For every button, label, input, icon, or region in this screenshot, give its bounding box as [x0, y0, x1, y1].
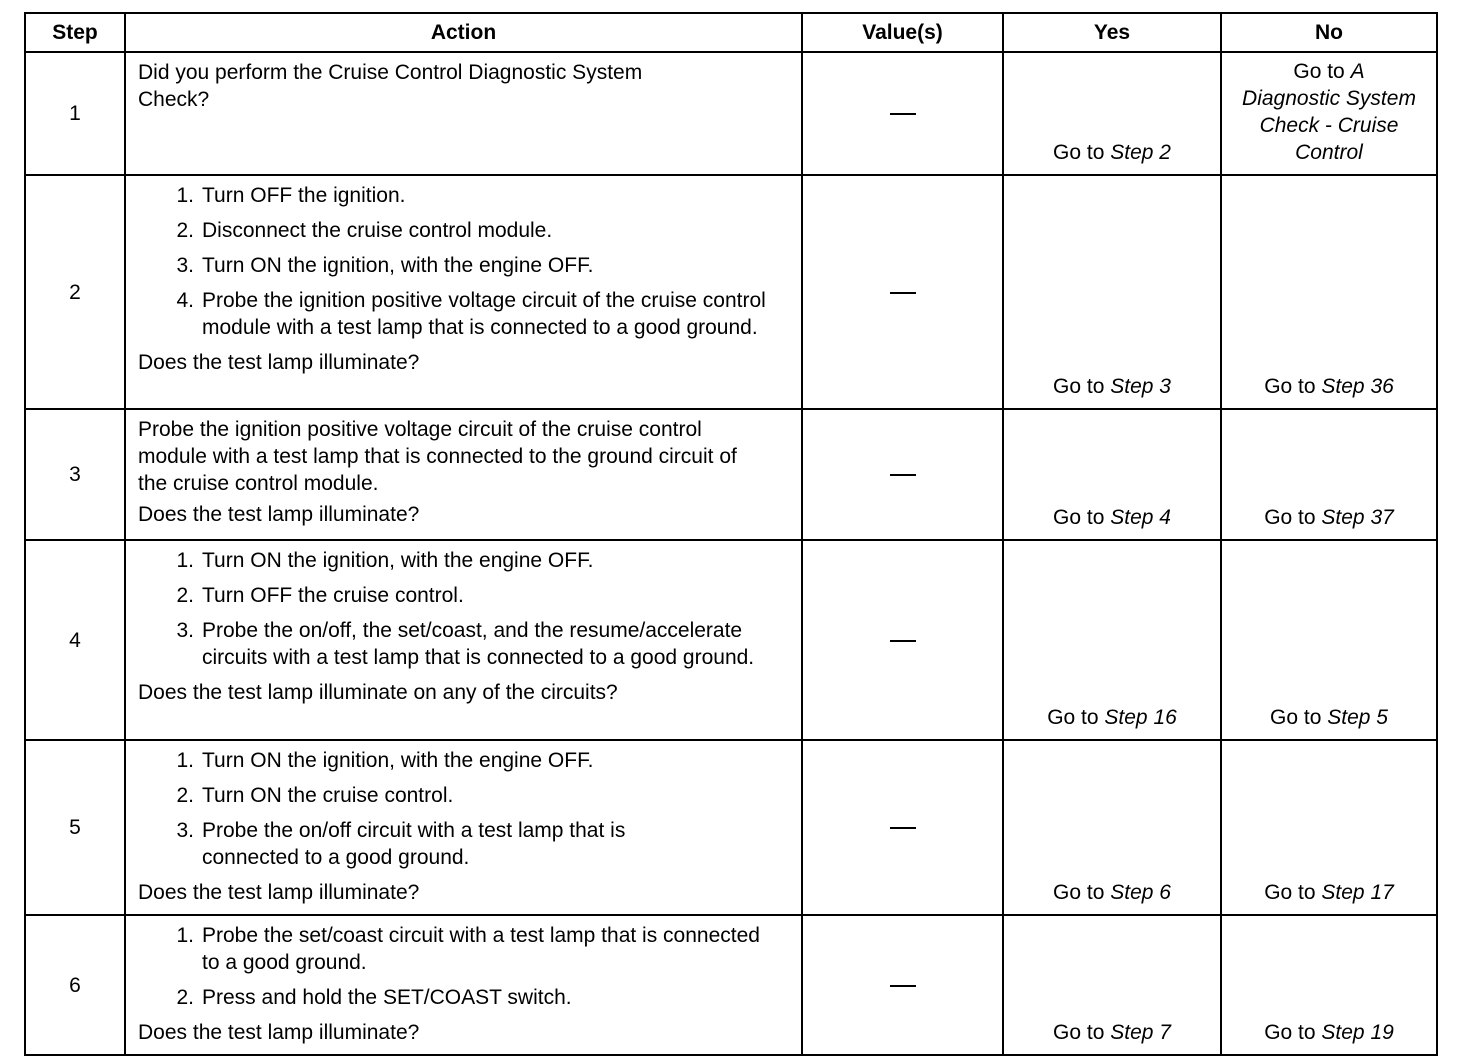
list-item: 2. Press and hold the SET/COAST switch.	[176, 986, 572, 1009]
no-step-link[interactable]: Step 19	[1321, 1021, 1394, 1044]
no-cell	[1221, 52, 1437, 175]
value-cell	[802, 740, 1003, 915]
dash-mark	[890, 640, 916, 642]
yes-cell	[1003, 540, 1221, 740]
yes-cell	[1003, 740, 1221, 915]
yes-step-link[interactable]: Step 4	[1110, 506, 1171, 529]
yes-step-link[interactable]: Step 6	[1110, 881, 1171, 904]
step-number: 2	[25, 175, 125, 409]
yes-prefix: Go to	[1053, 375, 1105, 398]
step-number: 5	[25, 740, 125, 915]
list-item: 1. Turn ON the ignition, with the engine OFF.	[176, 749, 594, 772]
value-cell	[802, 540, 1003, 740]
no-step-link[interactable]: Step 36	[1321, 375, 1394, 398]
action-steps	[138, 547, 789, 671]
list-item: 2. Disconnect the cruise control module.	[176, 219, 553, 242]
no-prefix: Go to	[1264, 1021, 1316, 1044]
yes-prefix: Go to	[1047, 706, 1099, 729]
no-step-link[interactable]: Step 37	[1321, 506, 1394, 529]
action-steps	[138, 747, 789, 871]
step-number: 6	[25, 915, 125, 1055]
action-cell	[125, 915, 802, 1055]
list-item: 2. Turn OFF the cruise control.	[176, 584, 464, 607]
list-item: 3. Turn ON the ignition, with the engine OFF.	[176, 254, 594, 277]
no-cell	[1221, 915, 1437, 1055]
table-row	[25, 175, 1437, 409]
step-number: 4	[25, 540, 125, 740]
dash-mark	[890, 113, 916, 115]
action-text: Probe the ignition positive voltage circuit of the cruise control module with a test lamp that is connected to the ground circuit of the cruise control module.	[138, 418, 737, 495]
action-question: Does the test lamp illuminate?	[138, 1021, 420, 1044]
list-item: 4. Probe the ignition positive voltage circuit of the cruise control module with a test lamp that is connected to a good ground.	[176, 289, 766, 339]
dash-mark	[890, 292, 916, 294]
list-item: 1. Turn ON the ignition, with the engine OFF.	[176, 549, 594, 572]
dash-mark	[890, 474, 916, 476]
yes-step-link[interactable]: Step 3	[1110, 375, 1171, 398]
yes-prefix: Go to	[1053, 1021, 1105, 1044]
no-step-link[interactable]: A Diagnostic System Check - Cruise Control	[1242, 60, 1416, 164]
yes-cell	[1003, 175, 1221, 409]
no-prefix: Go to	[1293, 60, 1345, 83]
yes-prefix: Go to	[1053, 141, 1105, 164]
yes-prefix: Go to	[1053, 881, 1105, 904]
dash-mark	[890, 827, 916, 829]
header-yes: Yes	[1003, 13, 1221, 52]
no-cell	[1221, 740, 1437, 915]
no-cell	[1221, 175, 1437, 409]
header-no: No	[1221, 13, 1437, 52]
yes-cell	[1003, 409, 1221, 540]
yes-step-link[interactable]: Step 16	[1104, 706, 1177, 729]
no-prefix: Go to	[1264, 375, 1316, 398]
yes-step-link[interactable]: Step 2	[1110, 141, 1171, 164]
step-number: 1	[25, 52, 125, 175]
no-prefix: Go to	[1264, 506, 1316, 529]
action-text: Did you perform the Cruise Control Diagnostic System Check?	[138, 61, 643, 111]
yes-prefix: Go to	[1053, 506, 1105, 529]
no-prefix: Go to	[1264, 881, 1316, 904]
header-row	[25, 13, 1437, 52]
diagnostic-table	[24, 12, 1438, 1056]
table-row	[25, 52, 1437, 175]
table-row	[25, 740, 1437, 915]
action-cell	[125, 740, 802, 915]
no-step-link[interactable]: Step 17	[1321, 881, 1394, 904]
no-prefix: Go to	[1270, 706, 1322, 729]
value-cell	[802, 915, 1003, 1055]
action-steps	[138, 182, 789, 341]
no-cell	[1221, 409, 1437, 540]
action-question: Does the test lamp illuminate?	[138, 351, 420, 374]
list-item: 2. Turn ON the cruise control.	[176, 784, 454, 807]
value-cell	[802, 52, 1003, 175]
no-step-link[interactable]: Step 5	[1327, 706, 1388, 729]
header-action: Action	[125, 13, 802, 52]
no-cell	[1221, 540, 1437, 740]
header-values: Value(s)	[802, 13, 1003, 52]
action-cell	[125, 52, 802, 175]
value-cell	[802, 409, 1003, 540]
value-cell	[802, 175, 1003, 409]
action-question: Does the test lamp illuminate on any of the circuits?	[138, 681, 618, 704]
action-cell	[125, 409, 802, 540]
table-row	[25, 915, 1437, 1055]
list-item: 3. Probe the on/off circuit with a test lamp that is connected to a good ground.	[176, 819, 626, 869]
step-number: 3	[25, 409, 125, 540]
yes-step-link[interactable]: Step 7	[1110, 1021, 1171, 1044]
yes-cell	[1003, 52, 1221, 175]
action-question: Does the test lamp illuminate?	[138, 503, 420, 526]
action-steps	[138, 922, 789, 1011]
table-row	[25, 540, 1437, 740]
list-item: 1. Probe the set/coast circuit with a test lamp that is connected to a good ground.	[176, 924, 760, 974]
header-step: Step	[25, 13, 125, 52]
action-cell	[125, 540, 802, 740]
table-row	[25, 409, 1437, 540]
dash-mark	[890, 985, 916, 987]
action-cell	[125, 175, 802, 409]
action-question: Does the test lamp illuminate?	[138, 881, 420, 904]
list-item: 1. Turn OFF the ignition.	[176, 184, 406, 207]
list-item: 3. Probe the on/off, the set/coast, and the resume/accelerate circuits with a test lamp that is connected to a good ground.	[176, 619, 755, 669]
yes-cell	[1003, 915, 1221, 1055]
